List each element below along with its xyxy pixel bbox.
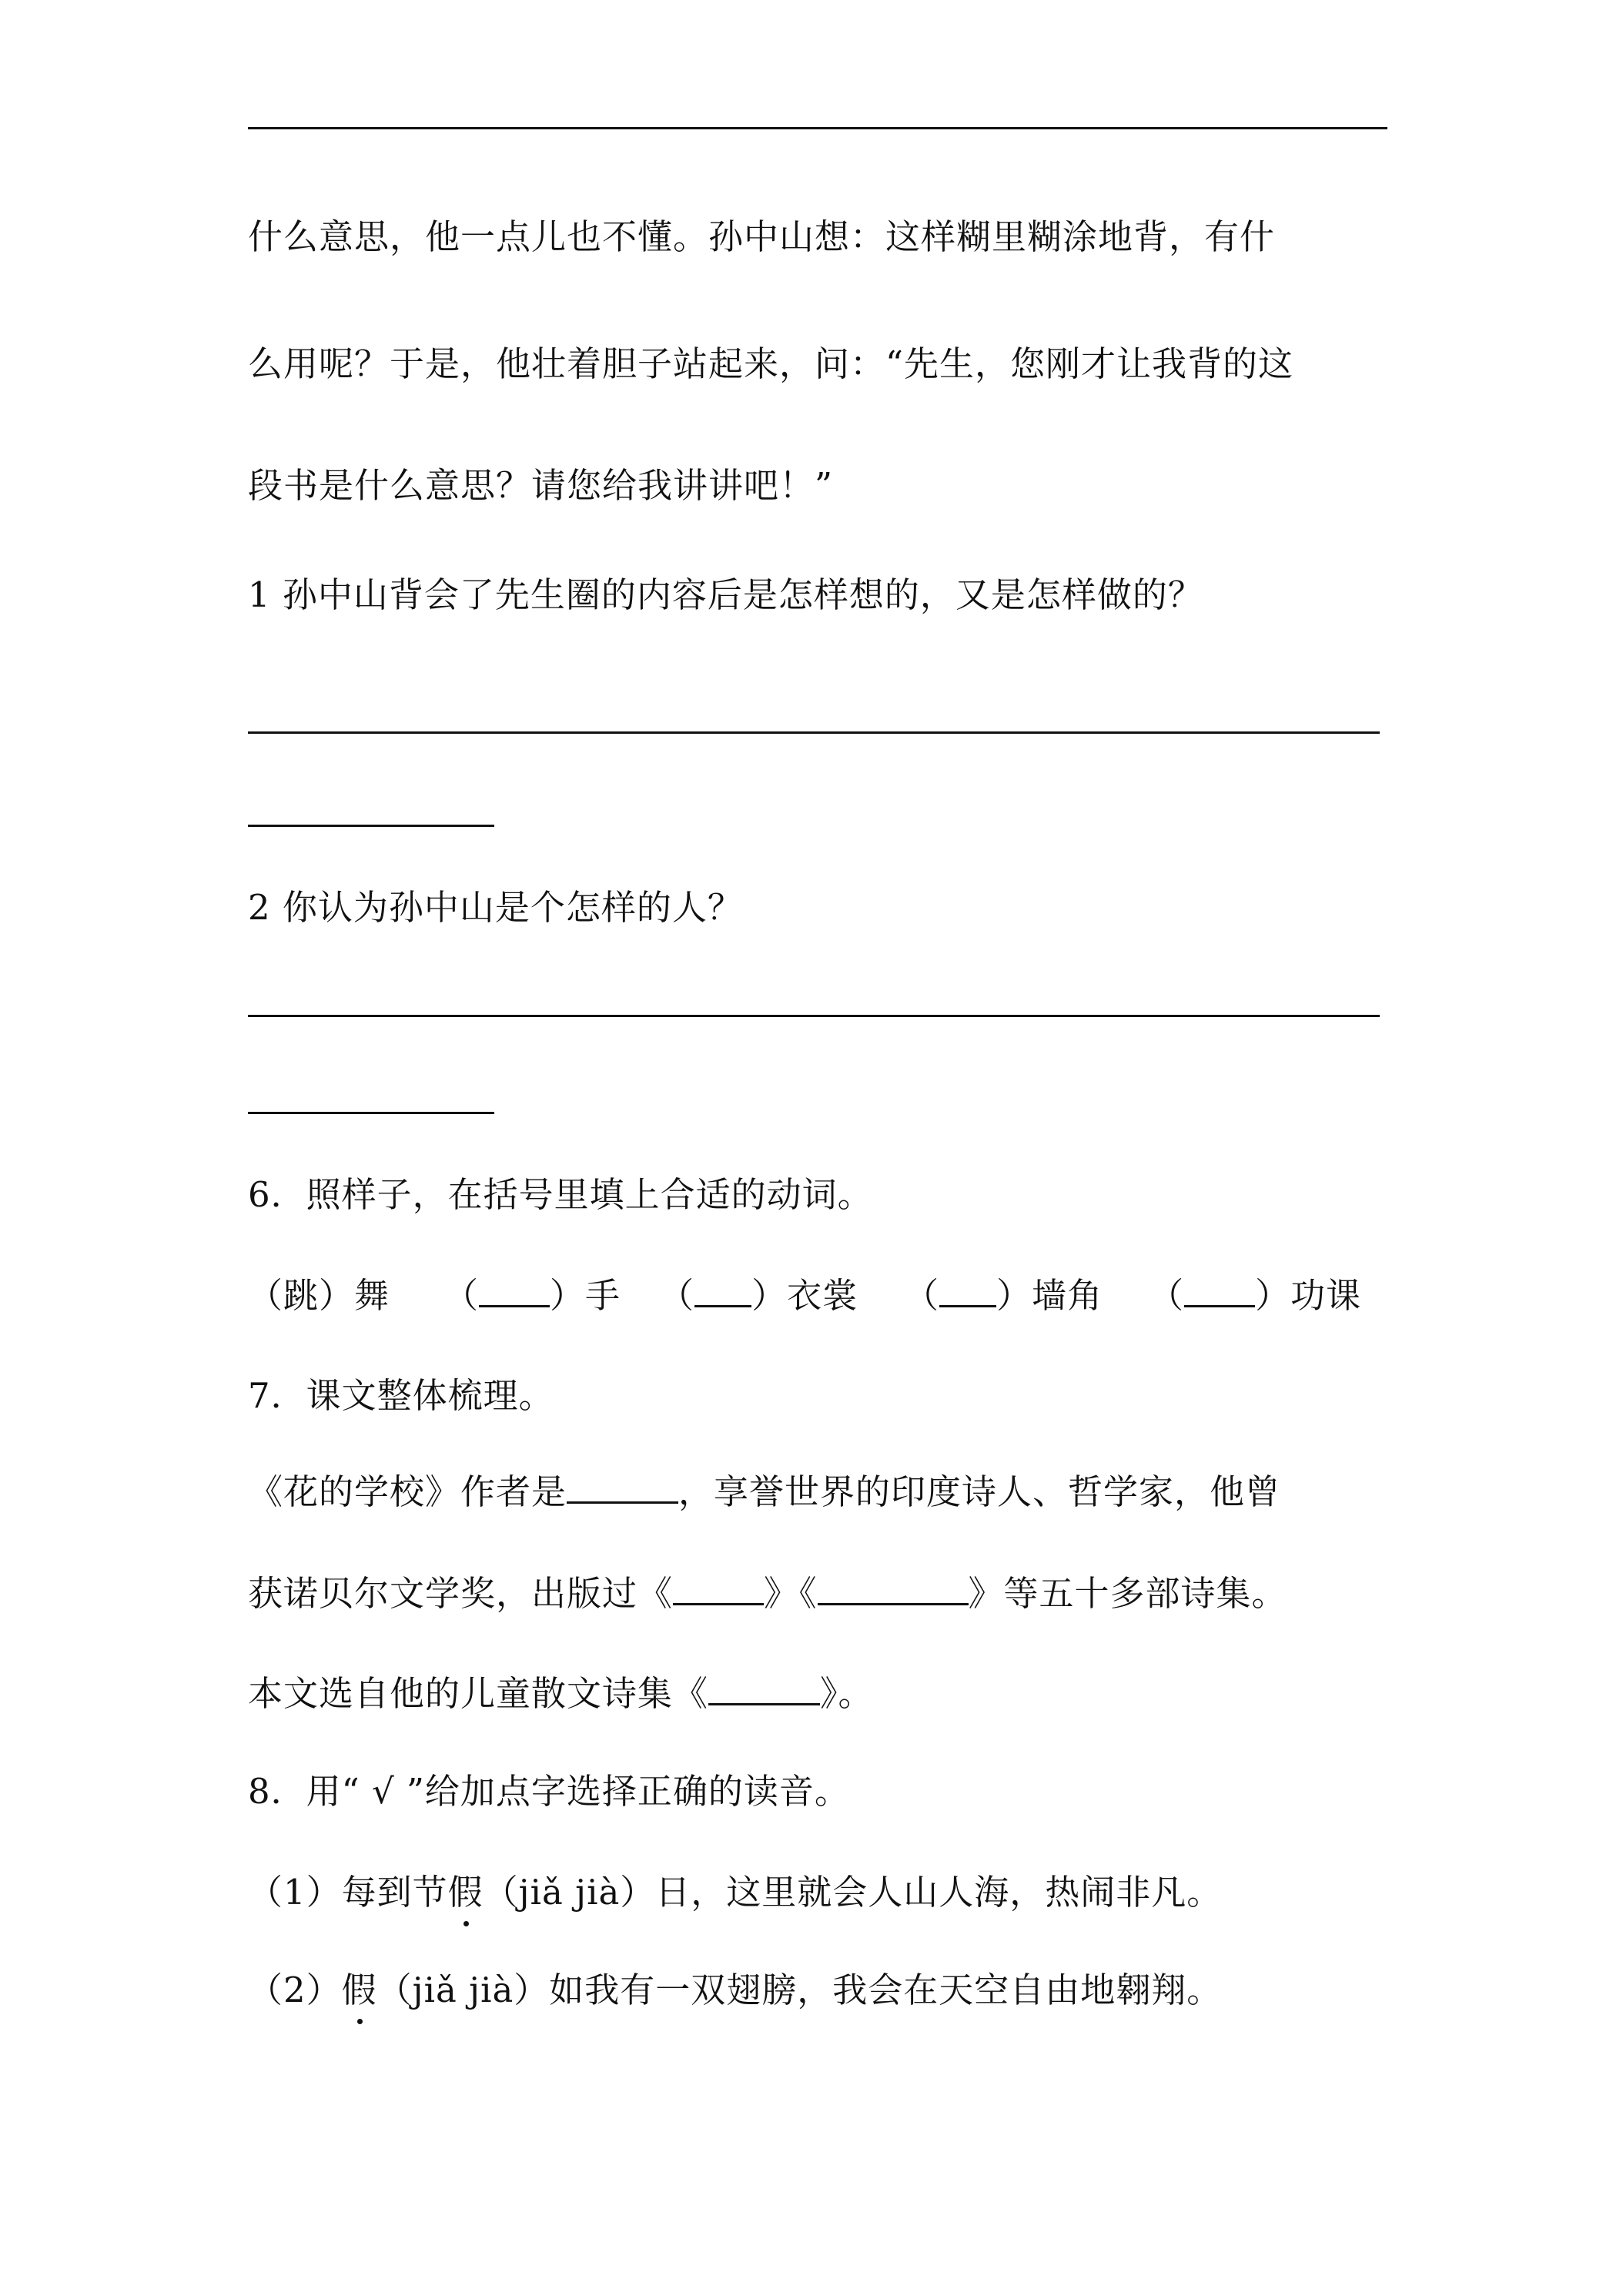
answer-line-q2-short[interactable] [248, 1112, 494, 1114]
question-6-title: 6．照样子，在括号里填上合适的动词。 [248, 1174, 873, 1215]
q8-s1-rest[interactable]: （jiǎ jià）日，这里就会人山人海，热闹非凡。 [483, 1872, 1223, 1913]
q6-item-1-blank[interactable] [479, 1273, 550, 1307]
question-6-items [248, 1273, 1361, 1319]
q7-line-3 [248, 1671, 874, 1717]
q7-text-intro: ，享誉世界的印度诗人、哲学家，他曾 [678, 1471, 1281, 1512]
q7-line-2 [248, 1571, 1287, 1617]
q7-blank-author[interactable] [567, 1469, 678, 1504]
q7-text-collections: 》等五十多部诗集。 [968, 1573, 1287, 1614]
answer-line-q1-long[interactable] [248, 731, 1380, 734]
q8-sentence-2 [248, 1967, 1222, 2013]
q8-s2-rest[interactable]: （jiǎ jià）如我有一双翅膀，我会在天空自由地翱翔。 [376, 1970, 1223, 2010]
q6-item-3-blank[interactable] [939, 1273, 996, 1307]
q6-item-1-close: ）手 [550, 1275, 621, 1316]
q8-s2-dotted-char: 假 [342, 1967, 377, 2013]
q7-blank-book-1[interactable] [673, 1571, 764, 1605]
q7-text-sep: 》《 [764, 1573, 818, 1614]
q7-blank-collection[interactable] [708, 1671, 820, 1705]
q6-item-3-open: （ [904, 1275, 940, 1316]
q6-item-4-blank[interactable] [1184, 1273, 1255, 1307]
answer-line-q1-short[interactable] [248, 825, 494, 827]
q7-text-source: 本文选自他的儿童散文诗集《 [248, 1673, 709, 1714]
question-8-title: 8．用“ √ ”给加点字选择正确的读音。 [248, 1771, 850, 1812]
q7-text-end: 》。 [820, 1673, 874, 1714]
q6-item-4-close: ）功课 [1255, 1275, 1362, 1316]
q6-item-1-open: （ [443, 1275, 480, 1316]
question-2: 2 你认为孙中山是个怎样的人？ [248, 887, 743, 928]
passage-line-1: 什么意思，他一点儿也不懂。孙中山想：这样糊里糊涂地背，有什 [248, 216, 1276, 257]
q6-item-2-blank[interactable] [694, 1273, 751, 1307]
q8-s1-prefix: （1）每到节 [248, 1872, 448, 1913]
question-7-title: 7．课文整体梳理。 [248, 1375, 554, 1416]
q8-s1-dotted-char: 假 [448, 1869, 484, 1916]
q6-item-4-open: （ [1149, 1275, 1185, 1316]
q7-line-1 [248, 1469, 1280, 1515]
answer-line-top [248, 127, 1387, 129]
q7-text-author: 《花的学校》作者是 [248, 1471, 567, 1512]
q7-blank-book-2[interactable] [818, 1571, 969, 1605]
q6-item-2-close: ）衣裳 [751, 1275, 858, 1316]
q7-text-published: 获诺贝尔文学奖，出版过《 [248, 1573, 674, 1614]
q6-item-3-close: ）墙角 [996, 1275, 1103, 1316]
q8-s2-prefix: （2） [248, 1970, 342, 2010]
passage-line-3: 段书是什么意思？请您给我讲讲吧！” [248, 465, 834, 506]
passage-line-2: 么用呢？于是，他壮着胆子站起来，问：“先生，您刚才让我背的这 [248, 343, 1294, 384]
q8-sentence-1 [248, 1869, 1222, 1916]
question-1: 1 孙中山背会了先生圈的内容后是怎样想的，又是怎样做的？ [248, 574, 1203, 615]
q6-item-2-open: （ [659, 1275, 695, 1316]
q6-example: （跳）舞 [248, 1275, 390, 1316]
answer-line-q2-long[interactable] [248, 1015, 1380, 1017]
